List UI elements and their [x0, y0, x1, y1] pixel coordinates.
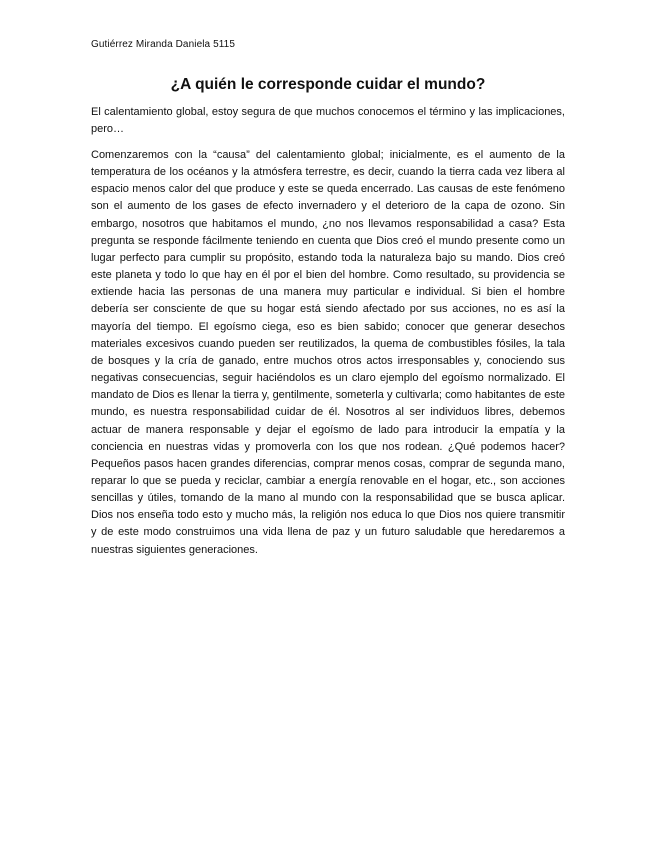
author-header: Gutiérrez Miranda Daniela 5115 — [91, 39, 236, 50]
body-paragraph: Comenzaremos con la “causa” del calentamiento global; inicialmente, es el aumento de la temperatura de los océanos y la atmósfera terrestre, es decir, cuando la tierra cada vez libera al espacio menos calor del que produce y este se queda encerrado. Las causas de este fenómeno son el aumento de los gases de efecto invernadero y el deterioro de la capa de ozono. Sin embargo, nosotros que habitamos el mundo, ¿no nos llevamos responsabilidad a casa? Esta pregunta se responde fácilmente teniendo en cuenta que Dios creó el mundo presente como un lugar perfecto para cumplir su propósito, estando toda la naturaleza bajo su mando. Dios creó este planeta y todo lo que hay en él por el bien del hombre. Como resultado, su providencia se extiende hacia las personas de una manera muy particular e individual. Si bien el hombre debería ser consciente de que su hogar está siendo afectado por sus acciones, no es así la mayoría del tiempo. El egoísmo ciega, eso es bien sabido; conocer que generar desechos materiales excesivos cuando pueden ser reutilizados, la quema de combustibles fósiles, la tala de bosques y la cría de ganado, entre muchos otros actos irresponsables y, conociendo sus negativas consecuencias, seguir haciéndolos es un claro ejemplo del egoísmo normalizado. El mandato de Dios es llenar la tierra y, gentilmente, someterla y cultivarla; como habitantes de este mundo, es nuestra responsabilidad cuidar de él. Nosotros al ser individuos libres, debemos actuar de manera responsable y dejar el egoísmo de lado para introducir la empatía y la conciencia en nuestras vidas y promoverla con los que nos rodean. ¿Qué podemos hacer? Pequeños pasos hacen grandes diferencias, comprar menos cosas, comprar de segunda mano, reparar lo que se pueda y reciclar, cambiar a energía renovable en el hogar, etc., son acciones sencillas y útiles, tomando de la mano al mundo con la responsabilidad que se busca aplicar. Dios nos enseña todo esto y mucho más, la religión nos educa lo que Dios nos quiere transmitir y de este modo construimos una vida llena de paz y un futuro saludable que heredaremos a nuestras siguientes generaciones. — [91, 149, 565, 556]
page-title: ¿A quién le corresponde cuidar el mundo? — [170, 76, 486, 93]
intro-paragraph: El calentamiento global, estoy segura de que muchos conocemos el término y las implicaciones, pero… — [91, 106, 565, 136]
